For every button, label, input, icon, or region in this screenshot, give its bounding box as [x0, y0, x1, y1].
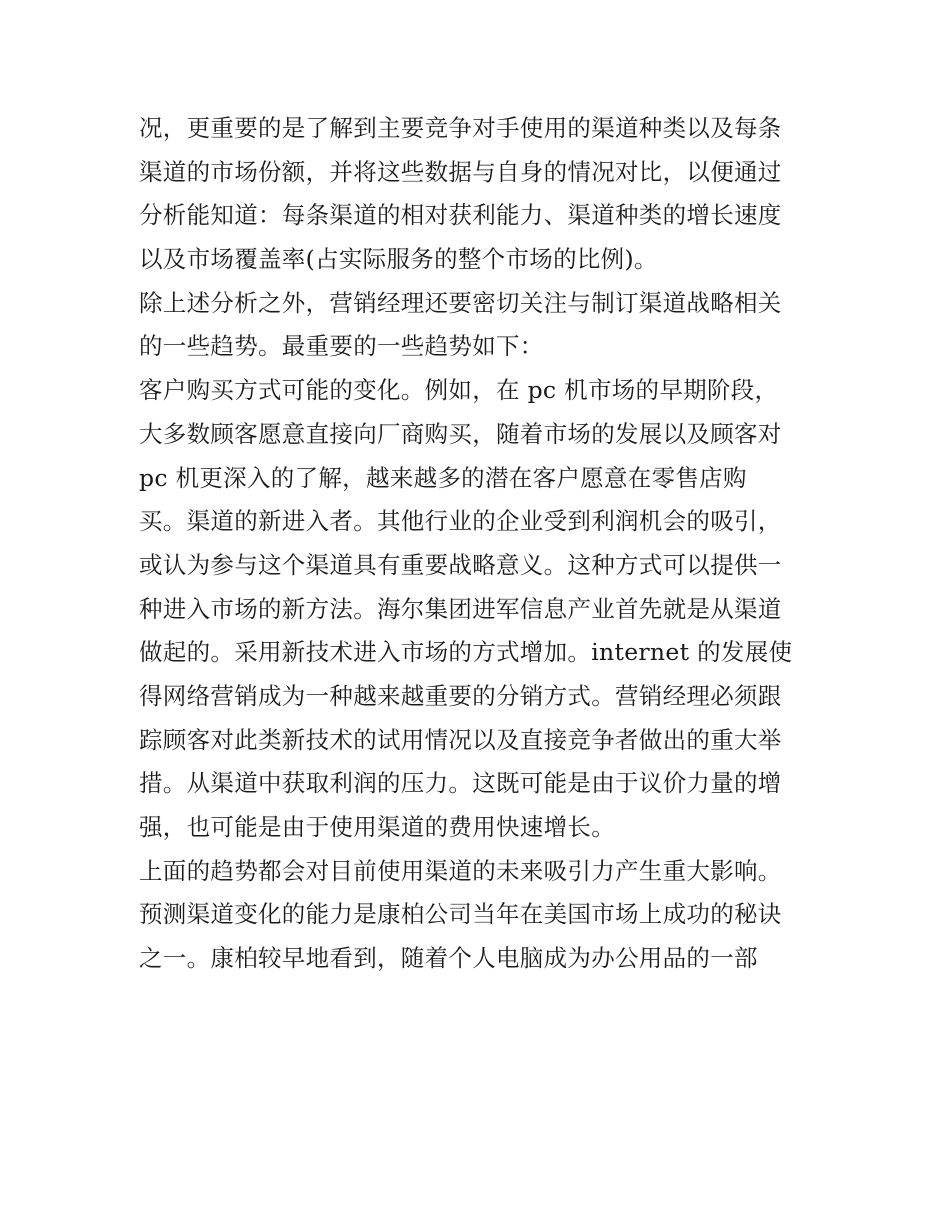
- text-line: 做起的。采用新技术进入市场的方式增加。internet 的发展使: [139, 638, 793, 667]
- text-line: 预测渠道变化的能力是康柏公司当年在美国市场上成功的秘诀: [139, 900, 782, 929]
- text-line: 或认为参与这个渠道具有重要战略意义。这种方式可以提供一: [139, 550, 782, 579]
- text-line: 分析能知道：每条渠道的相对获利能力、渠道种类的增长速度: [139, 201, 782, 230]
- text-line: 之一。康柏较早地看到，随着个人电脑成为办公用品的一部: [139, 944, 758, 973]
- text-line: 买。渠道的新进入者。其他行业的企业受到利润机会的吸引，: [139, 507, 782, 536]
- body-text: [139, 107, 819, 981]
- text-line: 上面的趋势都会对目前使用渠道的未来吸引力产生重大影响。: [139, 856, 782, 885]
- text-line: 以及市场覆盖率(占实际服务的整个市场的比例)。: [139, 245, 658, 274]
- text-line: 大多数顾客愿意直接向厂商购买，随着市场的发展以及顾客对: [139, 419, 782, 448]
- text-line: 渠道的市场份额，并将这些数据与自身的情况对比，以便通过: [139, 157, 782, 186]
- text-line: 客户购买方式可能的变化。例如，在 pc 机市场的早期阶段，: [139, 376, 779, 405]
- text-line: 除上述分析之外，营销经理还要密切关注与制订渠道战略相关: [139, 288, 782, 317]
- text-line: 种进入市场的新方法。海尔集团进军信息产业首先就是从渠道: [139, 594, 782, 623]
- text-line: 强，也可能是由于使用渠道的费用快速增长。: [139, 813, 615, 841]
- text-line: 的一些趋势。最重要的一些趋势如下：: [139, 332, 544, 361]
- text-line: 得网络营销成为一种越来越重要的分销方式。营销经理必须跟: [139, 681, 782, 710]
- text-line: 踪顾客对此类新技术的试用情况以及直接竞争者做出的重大举: [139, 725, 782, 754]
- text-line: 措。从渠道中获取利润的压力。这既可能是由于议价力量的增: [139, 769, 782, 798]
- text-line: 况，更重要的是了解到主要竞争对手使用的渠道种类以及每条: [139, 114, 782, 142]
- text-line: pc 机更深入的了解，越来越多的潜在客户愿意在零售店购: [139, 463, 747, 492]
